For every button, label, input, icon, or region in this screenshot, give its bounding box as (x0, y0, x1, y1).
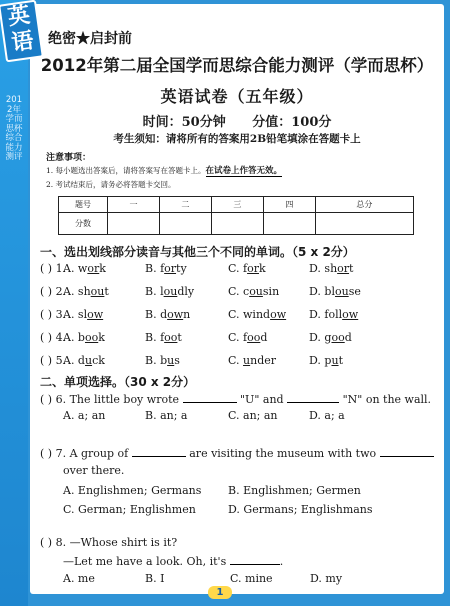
score-table-header-row (59, 197, 414, 213)
phonics-option[interactable] (309, 308, 358, 321)
q7-stem-a: ( ) 7. A group of (40, 447, 129, 460)
question-6 (40, 392, 431, 406)
option-text: C. c (228, 285, 250, 298)
q6-option-b[interactable]: B. an; a (145, 409, 188, 422)
phonics-option[interactable] (228, 354, 276, 367)
phonics-option[interactable] (228, 331, 267, 344)
score-header-cell: 题号 (59, 197, 108, 213)
badge-char-2: 语 (9, 28, 36, 57)
option-text: D. sh (309, 262, 338, 275)
underlined-letters: u (331, 354, 339, 367)
option-text: D. bl (309, 285, 335, 298)
underlined-letters: ou (334, 285, 349, 298)
option-text: B. f (145, 262, 165, 275)
q6-stem-a: ( ) 6. The little boy wrote (40, 393, 179, 406)
answer-paren[interactable]: ( ) (40, 331, 53, 344)
answer-blank[interactable] (132, 446, 186, 457)
underlined-letters: u (243, 354, 251, 367)
option-text: s (174, 354, 180, 367)
underlined-letters: ow (167, 308, 184, 321)
score-cell (315, 213, 413, 235)
answer-blank[interactable] (380, 446, 434, 457)
underlined-letters: oo (331, 331, 345, 344)
score-cell (211, 213, 263, 235)
exam-subtitle: 英语试卷（五年级） (160, 87, 314, 106)
phonics-option[interactable] (309, 262, 353, 275)
q8-option-a[interactable]: A. me (63, 572, 95, 585)
phonics-option[interactable] (309, 285, 361, 298)
option-text: d (260, 331, 268, 344)
exam-page (30, 4, 444, 594)
answer-paren[interactable]: ( ) (40, 262, 53, 275)
confidential-label: 绝密★启封前 (48, 31, 132, 47)
phonics-option[interactable] (63, 285, 109, 298)
english-subject-badge (0, 0, 44, 62)
option-text: A. sh (63, 285, 91, 298)
score-cell (263, 213, 315, 235)
time-label: 时间：50分钟 (142, 115, 226, 130)
section-2-title: 二、单项选择。（30 x 2分） (40, 375, 196, 389)
phonics-option[interactable] (228, 285, 279, 298)
option-text: B. f (145, 331, 165, 344)
phonics-option[interactable] (145, 354, 180, 367)
option-text: sin (262, 285, 280, 298)
underlined-letters: or (87, 262, 100, 275)
attention-item-1-text: 1. 每小题选出答案后，请将答案写在答题卡上。 (46, 166, 206, 175)
q6-option-a[interactable]: A. a; an (63, 409, 106, 422)
option-text: ty (176, 262, 187, 275)
underlined-letters: ow (87, 308, 104, 321)
option-text: k (258, 262, 266, 275)
q8-line-2-end: . (279, 555, 284, 568)
score-row-label: 分数 (59, 213, 108, 235)
option-text: d (344, 331, 352, 344)
question-number: 1. (55, 262, 67, 275)
option-text: A. w (63, 262, 88, 275)
score-header-cell: 三 (211, 197, 263, 213)
attention-item-2: 2. 考试结束后，请务必将答题卡交回。 (46, 180, 176, 189)
q7-stem-b: are visiting the museum with two (189, 447, 377, 460)
phonics-option[interactable] (63, 308, 103, 321)
underlined-letters: oo (164, 331, 178, 344)
question-number: 2. (55, 285, 67, 298)
phonics-option[interactable] (145, 308, 190, 321)
score-header-cell: 四 (263, 197, 315, 213)
answer-paren[interactable]: ( ) (40, 308, 53, 321)
question-number: 3. (55, 308, 67, 321)
candidate-notice: 考生须知：请将所有的答案用2B铅笔填涂在答题卡上 (113, 133, 361, 145)
option-text: B. l (145, 285, 164, 298)
underlined-letters: u (84, 354, 93, 367)
phonics-option[interactable] (309, 354, 343, 367)
underlined-letters: ou (163, 285, 178, 298)
score-cell (108, 213, 160, 235)
option-text: A. b (63, 331, 85, 344)
question-8: ( ) 8. —Whose shirt is it? (40, 536, 178, 549)
q6-option-c[interactable]: C. an; an (228, 409, 278, 422)
option-text: t (349, 262, 354, 275)
q8-option-b[interactable]: B. I (145, 572, 165, 585)
answer-blank[interactable] (287, 392, 339, 403)
q6-option-d[interactable]: D. a; a (309, 409, 345, 422)
phonics-option[interactable] (145, 331, 182, 344)
underlined-letters: oo (84, 331, 99, 344)
q8-option-d[interactable]: D. my (310, 572, 343, 585)
score-header-cell: 一 (108, 197, 160, 213)
option-text: k (98, 331, 105, 344)
option-text: C. (228, 354, 244, 367)
question-number: 5. (55, 354, 67, 367)
option-text: t (104, 285, 109, 298)
question-number: 4. (55, 331, 67, 344)
answer-blank[interactable] (183, 392, 237, 403)
score-header-cell: 总分 (315, 197, 413, 213)
option-text: se (348, 285, 361, 298)
option-text: n (183, 308, 191, 321)
option-text: A. sl (63, 308, 88, 321)
option-text: B. b (145, 354, 168, 367)
exam-title: 2012年第二届全国学而思综合能力测评（学而思杯） (40, 56, 434, 75)
answer-blank[interactable] (230, 554, 280, 565)
option-text: k (99, 262, 106, 275)
option-text: A. d (63, 354, 85, 367)
option-text: C. wind (228, 308, 271, 321)
option-text: nder (250, 354, 277, 367)
phonics-option[interactable] (228, 308, 286, 321)
score-cell (159, 213, 211, 235)
q7-option-b[interactable]: B. Englishmen; Germen (228, 484, 361, 497)
option-text: B. d (145, 308, 168, 321)
underlined-letters: ou (249, 285, 263, 298)
q6-stem-c: "N" on the wall. (342, 393, 432, 406)
question-7 (40, 446, 434, 460)
option-text: D. foll (309, 308, 343, 321)
option-text: C. f (228, 331, 248, 344)
attention-heading: 注意事项： (46, 153, 92, 163)
answer-paren[interactable]: ( ) (40, 285, 53, 298)
option-text: D. p (309, 354, 332, 367)
phonics-option[interactable] (63, 262, 106, 275)
phonics-option[interactable] (63, 354, 105, 367)
phonics-option[interactable] (228, 262, 266, 275)
q7-option-c[interactable]: C. German; Englishmen (63, 503, 196, 516)
phonics-option[interactable] (145, 262, 187, 275)
q8-line-2-text: —Let me have a look. Oh, it's (63, 555, 227, 568)
q7-option-d[interactable]: D. Germans; Englishmans (228, 503, 373, 516)
option-text: ck (92, 354, 105, 367)
option-text: D. g (309, 331, 332, 344)
underlined-letters: or (337, 262, 350, 275)
option-text: dly (177, 285, 195, 298)
spine-caption: 2012年 学而思杯综合能力测评 (5, 95, 23, 162)
option-text: t (177, 331, 182, 344)
left-spine (0, 0, 28, 606)
time-score-line (30, 111, 444, 130)
answer-paren[interactable]: ( ) (40, 354, 53, 367)
underlined-letters: oo (247, 331, 261, 344)
underlined-letters: ou (90, 285, 105, 298)
underlined-letters: or (247, 262, 259, 275)
attention-item-1 (46, 164, 282, 176)
q8-option-c[interactable]: C. mine (230, 572, 273, 585)
q7-option-a[interactable]: A. Englishmen; Germans (63, 484, 202, 497)
option-text: C. f (228, 262, 248, 275)
score-label: 分值：100分 (252, 115, 332, 130)
option-text: t (338, 354, 343, 367)
underlined-letters: ow (270, 308, 287, 321)
underlined-letters: u (167, 354, 175, 367)
score-table (58, 196, 414, 235)
underlined-letters: ow (342, 308, 359, 321)
badge-char-1: 英 (6, 2, 32, 31)
phonics-option[interactable] (309, 331, 352, 344)
page-number: 1 (208, 586, 232, 599)
q7-line-2: over there. (63, 464, 125, 477)
section-1-title: 一、选出划线部分读音与其他三个不同的单词。（5 x 2分） (40, 245, 355, 259)
score-table-score-row (59, 213, 414, 235)
q8-line-2 (63, 554, 283, 568)
phonics-option[interactable] (145, 285, 194, 298)
attention-item-1-emphasis: 在试卷上作答无效。 (205, 166, 283, 176)
score-header-cell: 二 (159, 197, 211, 213)
underlined-letters: or (164, 262, 177, 275)
phonics-option[interactable] (63, 331, 105, 344)
q6-stem-b: "U" and (240, 393, 284, 406)
